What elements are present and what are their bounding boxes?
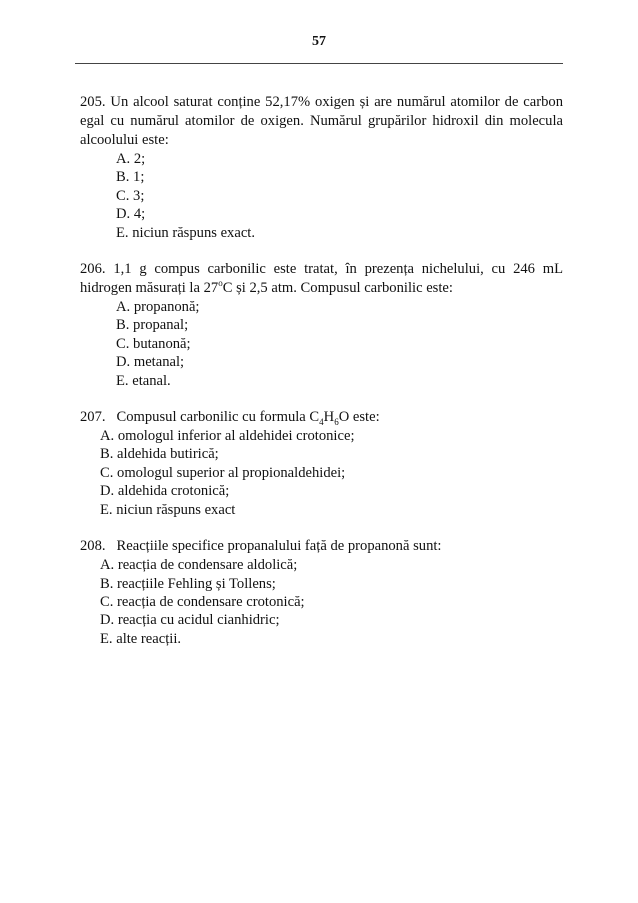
formula-element: H [323, 409, 335, 426]
question-list [80, 93, 563, 666]
question-number: 207. [80, 409, 106, 426]
answer-options [80, 427, 563, 519]
question-205 [80, 93, 563, 242]
answer-option: D. reacția cu acidul cianhidric; [100, 612, 280, 629]
answer-options [80, 556, 563, 648]
answer-option: C. reacția de condensare crotonică; [100, 593, 305, 610]
answer-option: C. butanonă; [116, 335, 191, 352]
answer-option: B. propanal; [116, 317, 189, 334]
formula-subscript: 4 [319, 416, 324, 427]
answer-option: E. niciun răspuns exact. [116, 224, 256, 241]
answer-option: D. aldehida crotonică; [100, 483, 230, 500]
answer-option: D. 4; [116, 206, 146, 223]
question-number: 206. [80, 261, 106, 278]
answer-option: B. 1; [116, 169, 145, 186]
answer-option: D. metanal; [116, 354, 185, 371]
answer-option: A. propanonă; [116, 299, 200, 316]
answer-option: A. 2; [116, 151, 146, 167]
question-text: Reacțiile specifice propanalului față de propanonă sunt: [116, 538, 442, 555]
answer-option: E. etanal. [116, 372, 171, 389]
answer-option: C. 3; [116, 187, 145, 204]
answer-option: B. aldehida butirică; [100, 446, 219, 463]
question-text: 1,1 g compus carbonilic este tratat, în prezența nichelului, cu 246 mL hidrogen măsurați la 27 [80, 261, 563, 297]
answer-option: C. omologul superior al propionaldehidei; [100, 464, 346, 481]
answer-options [80, 150, 563, 242]
header-divider [75, 63, 563, 64]
question-text: Un alcool saturat conține 52,17% oxigen și are numărul atomilor de carbon egal cu numărul atomilor de oxigen. Numărul grupărilor hidroxil din molecula alcoolului este: [80, 94, 563, 148]
question-number: 205. [80, 94, 106, 110]
formula-subscript: 6 [334, 416, 339, 427]
answer-options [80, 298, 563, 390]
answer-option: B. reacțiile Fehling și Tollens; [100, 575, 276, 592]
question-206 [80, 260, 563, 390]
degree-superscript: o [218, 278, 223, 289]
question-stem [80, 93, 563, 150]
question-stem [80, 260, 563, 298]
question-207 [80, 408, 563, 519]
question-number: 208. [80, 538, 106, 555]
question-text-end: O este: [338, 409, 380, 426]
answer-option: E. niciun răspuns exact [100, 501, 236, 518]
question-208 [80, 537, 563, 648]
answer-option: A. reacția de condensare aldolică; [100, 557, 298, 574]
page-number: 57 [312, 34, 326, 49]
question-text-end: C și 2,5 atm. Compusul carbonilic este: [222, 280, 453, 297]
question-text: Compusul carbonilic cu formula C [116, 409, 320, 426]
question-stem [80, 408, 563, 427]
question-stem [80, 537, 563, 556]
answer-option: E. alte reacții. [100, 630, 182, 647]
answer-option: A. omologul inferior al aldehidei crotonice; [100, 428, 355, 445]
